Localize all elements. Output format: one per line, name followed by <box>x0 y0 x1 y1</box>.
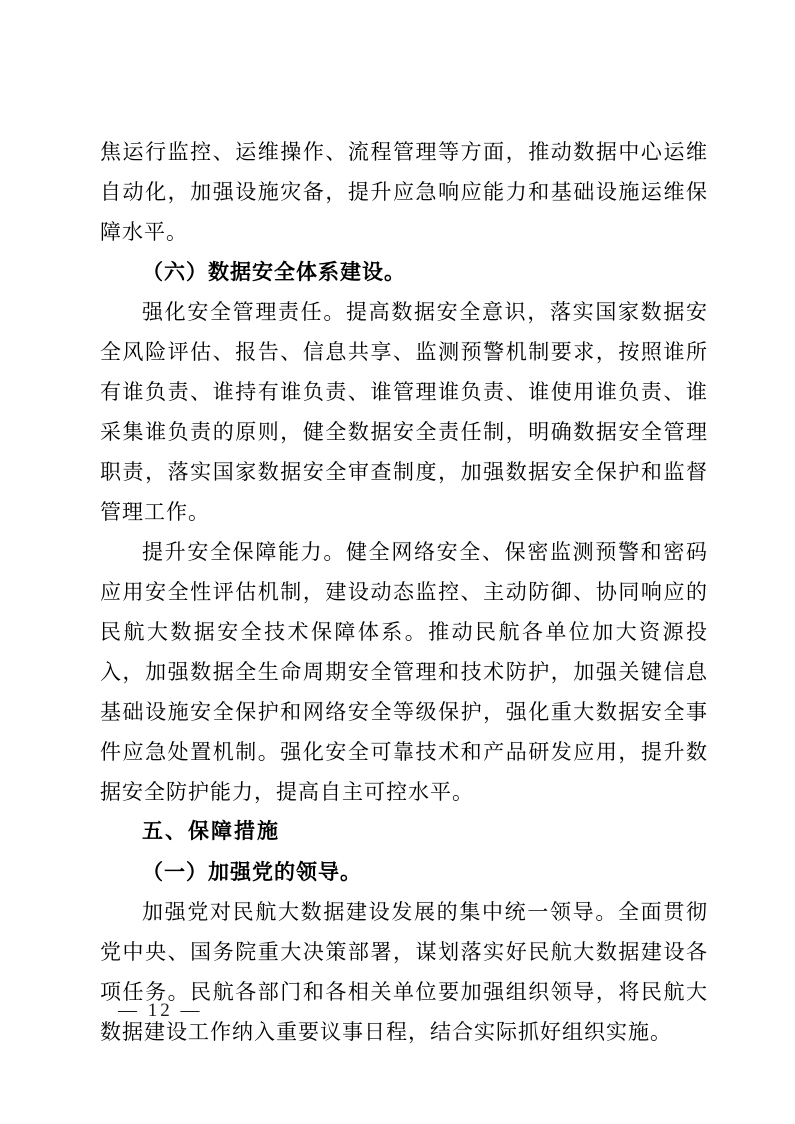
paragraph-strengthen-security-responsibility: 强化安全管理责任。提高数据安全意识，落实国家数据安全风险评估、报告、信息共享、监测预警机制要求，按照谁所有谁负责、谁持有谁负责、谁管理谁负责、谁使用谁负责、谁采集谁负责的原则，健全数据安全责任制，明确数据安全管理职责，落实国家数据安全审查制度，加强数据安全保护和监督管理工作。 <box>100 300 708 524</box>
document-body <box>100 132 708 1052</box>
page-number: — 12 — <box>118 1000 203 1021</box>
paragraph-improve-security-capability: 提升安全保障能力。健全网络安全、保密监测预警和密码应用安全性评估机制，建设动态监控、主动防御、协同响应的民航大数据安全技术保障体系。推动民航各单位加大资源投入，加强数据全生命周期安全管理和技术防护，加强关键信息基础设施安全保护和网络安全等级保护，强化重大数据安全事件应急处置机制。强化安全可靠技术和产品研发应用，提升数据安全防护能力，提高自主可控水平。 <box>100 540 708 804</box>
sub-heading-section-6: （六）数据安全体系建设。 <box>142 260 406 284</box>
paragraph-party-leadership: 加强党对民航大数据建设发展的集中统一领导。全面贯彻党中央、国务院重大决策部署，谋划落实好民航大数据建设各项任务。民航各部门和各相关单位要加强组织领导，将民航大数据建设工作纳入重要议事日程，结合实际抓好组织实施。 <box>100 900 708 1044</box>
paragraph-continuation: 焦运行监控、运维操作、流程管理等方面，推动数据中心运维自动化，加强设施灾备，提升应急响应能力和基础设施运维保障水平。 <box>100 140 708 244</box>
sub-heading-section-1-party-leadership: （一）加强党的领导。 <box>142 860 362 884</box>
section-heading-5-safeguard-measures: 五、保障措施 <box>142 820 280 843</box>
